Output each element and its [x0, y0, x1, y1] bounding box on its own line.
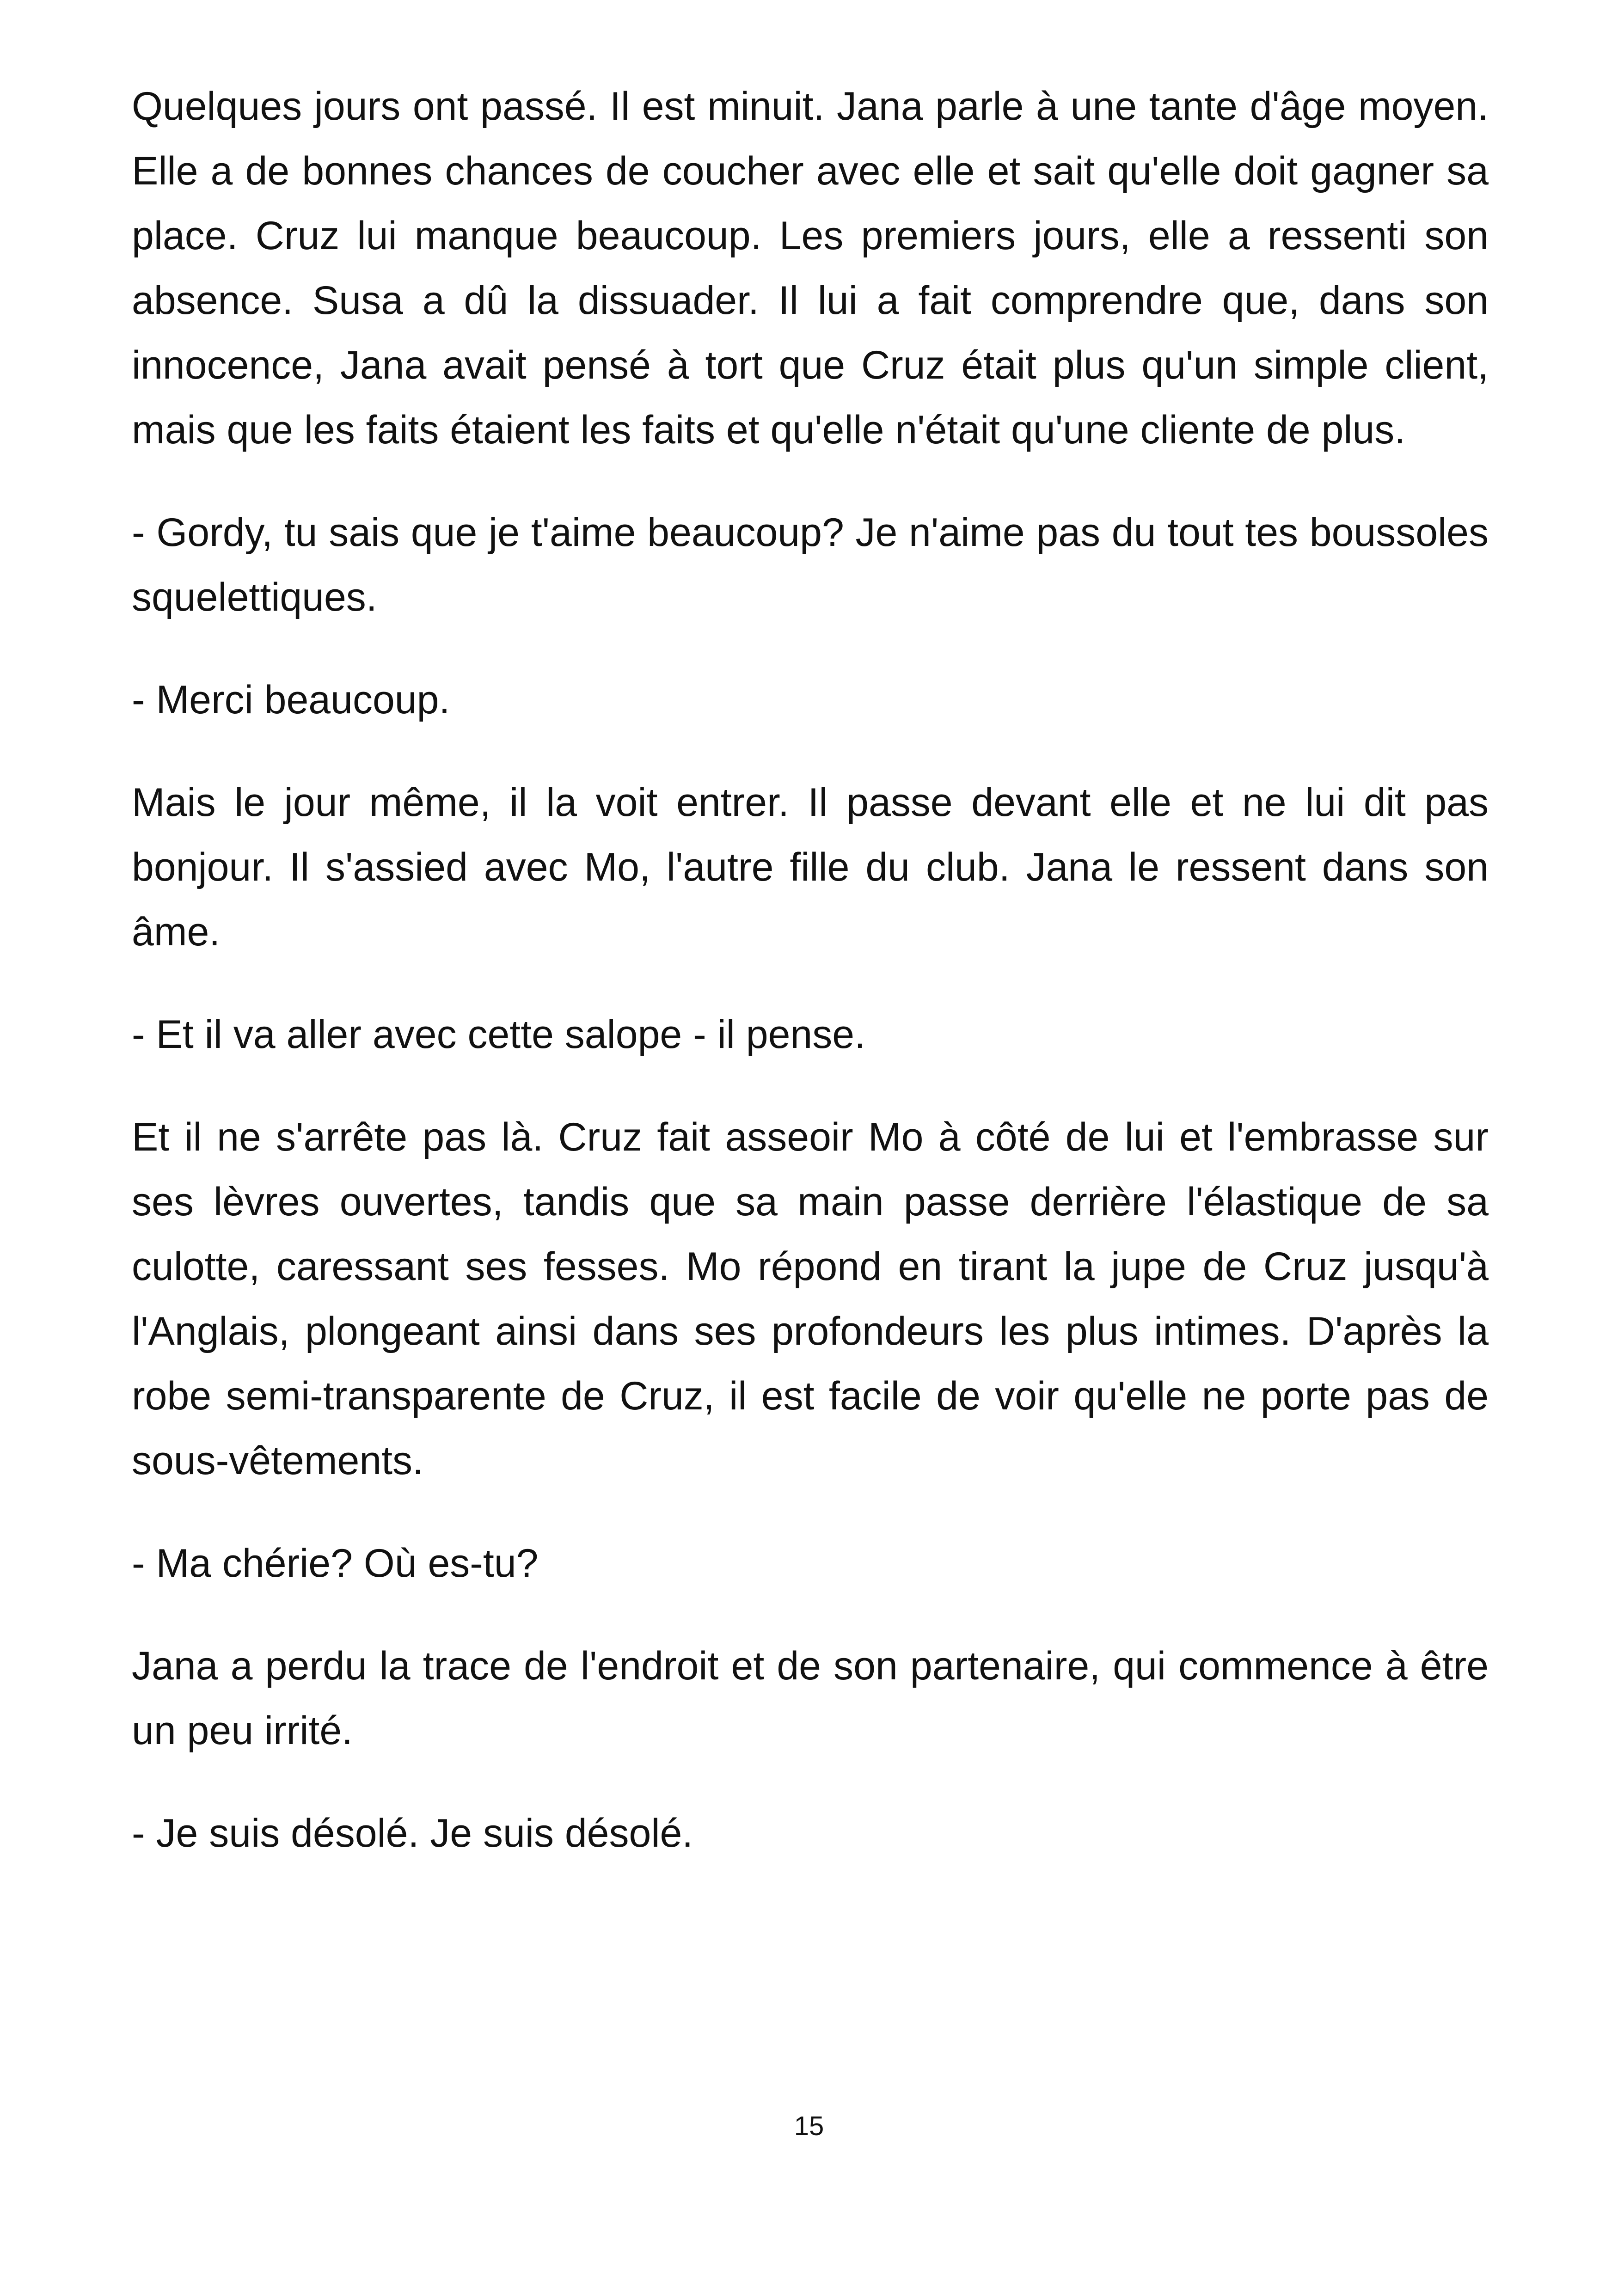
page-number: 15 — [794, 2111, 824, 2141]
paragraph: - Ma chérie? Où es-tu? — [132, 1541, 539, 1586]
paragraph: - Merci beaucoup. — [132, 678, 450, 722]
paragraph: Jana a perdu la trace de l'endroit et de son partenaire, qui commence à être un peu irrité. — [132, 1644, 1489, 1753]
body-text — [132, 74, 1489, 1866]
paragraph: Quelques jours ont passé. Il est minuit. Jana parle à une tante d'âge moyen. Elle a de bonnes chances de coucher avec elle et sait qu'elle doit gagner sa place. Cruz lui manque beaucoup. Les premiers jours, elle a ressenti son absence. Susa a dû la dissuader. Il lui a fait comprendre que, dans son innocence, Jana avait pensé à tort que Cruz était plus qu'un simple client, mais que les faits étaient les faits et qu'elle n'était qu'une cliente de plus. — [132, 84, 1489, 452]
paragraph: - Et il va aller avec cette salope - il pense. — [132, 1012, 865, 1057]
paragraph: Et il ne s'arrête pas là. Cruz fait asseoir Mo à côté de lui et l'embrasse sur ses lèvres ouvertes, tandis que sa main passe derrière l'élastique de sa culotte, caressant ses fesses. Mo répond en tirant la jupe de Cruz jusqu'à l'Anglais, plongeant ainsi dans ses profondeurs les plus intimes. D'après la robe semi-transparente de Cruz, il est facile de voir qu'elle ne porte pas de sous-vêtements. — [132, 1115, 1489, 1483]
paragraph: - Je suis désolé. Je suis désolé. — [132, 1811, 693, 1855]
paragraph: - Gordy, tu sais que je t'aime beaucoup? Je n'aime pas du tout tes boussoles squelettiques. — [132, 510, 1489, 619]
paragraph: Mais le jour même, il la voit entrer. Il passe devant elle et ne lui dit pas bonjour. Il s'assied avec Mo, l'autre fille du club. Jana le ressent dans son âme. — [132, 780, 1489, 954]
